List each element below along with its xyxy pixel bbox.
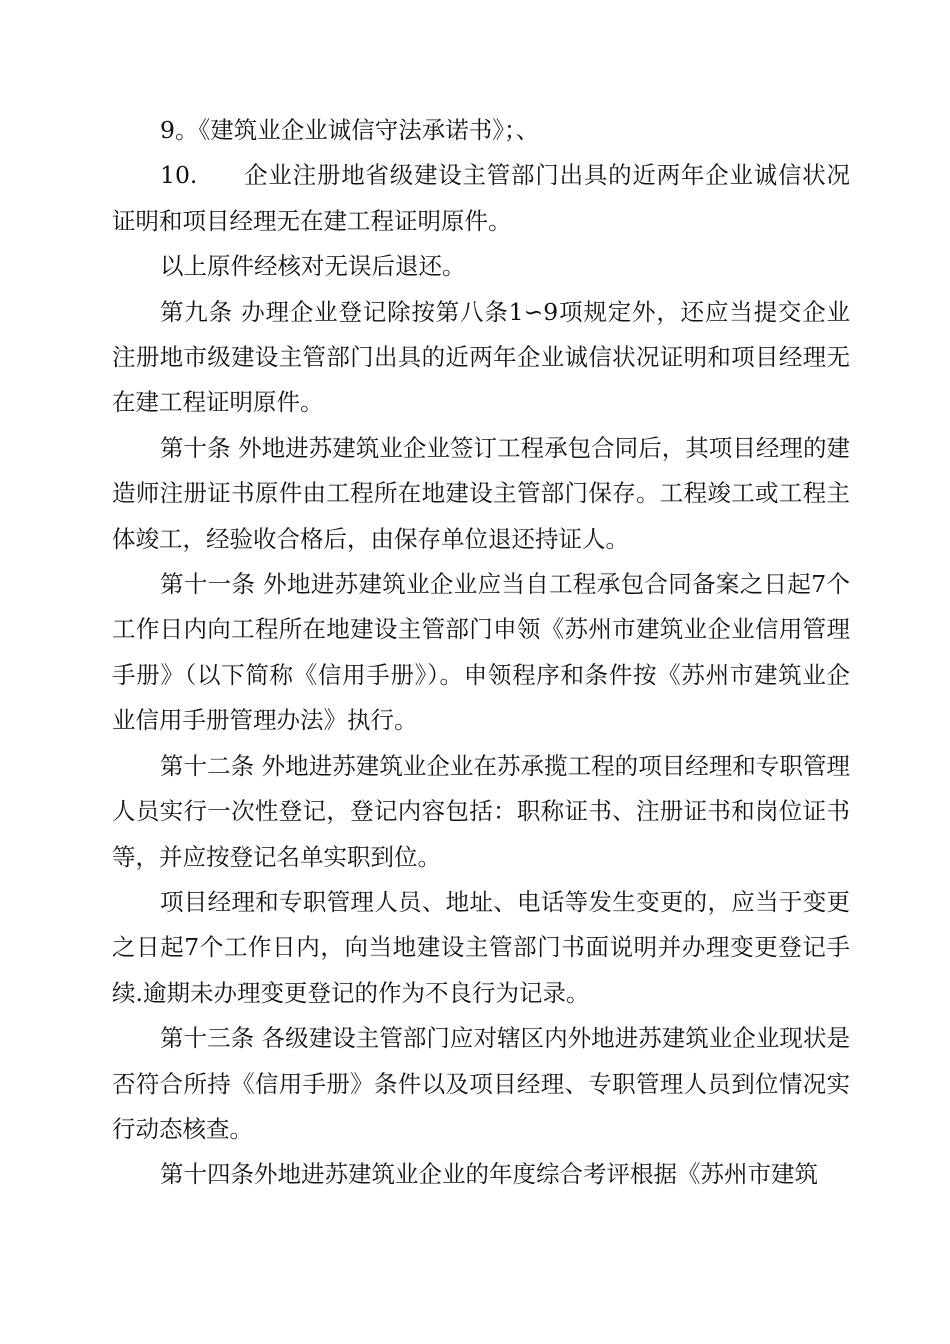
- document-body: [112, 108, 850, 1198]
- paragraph-item-10: [112, 153, 850, 244]
- paragraph-article-14: 第十四条外地进苏建筑业企业的年度综合考评根据《苏州市建筑: [160, 1160, 818, 1189]
- paragraph-article-13: 第十三条 各级建设主管部门应对辖区内外地进苏建筑业企业现状是否符合所持《信用手册》条件以及项目经理、专职管理人员到位情况实行动态核查。: [112, 1024, 850, 1143]
- item-10-text: 企业注册地省级建设主管部门出具的近两年企业诚信状况证明和项目经理无在建工程证明原件。: [112, 161, 850, 235]
- paragraph-article-12-changes: 项目经理和专职管理人员、地址、电话等发生变更的，应当于变更之日起7个工作日内，向当地建设主管部门书面说明并办理变更登记手续.逾期未办理变更登记的作为不良行为记录。: [112, 887, 850, 1007]
- paragraph-originals-returned: 以上原件经核对无误后退还。: [160, 252, 466, 281]
- paragraph-article-9: 第九条 办理企业登记除按第八条1∽9项规定外，还应当提交企业注册地市级建设主管部门出具的近两年企业诚信状况证明和项目经理无在建工程证明原件。: [112, 297, 850, 417]
- paragraph-item-9: 9。《建筑业企业诚信守法承诺书》；、: [160, 116, 540, 144]
- paragraph-article-11: 第十一条 外地进苏建筑业企业应当自工程承包合同备案之日起7个工作日内向工程所在地建设主管部门申领《苏州市建筑业企业信用管理手册》（以下简称《信用手册》）。申领程序和条件按《苏州市建筑业企业信用手册管理办法》执行。: [112, 570, 850, 735]
- paragraph-article-12: 第十二条 外地进苏建筑业企业在苏承揽工程的项目经理和专职管理人员实行一次性登记，登记内容包括：职称证书、注册证书和岗位证书等，并应按登记名单实职到位。: [112, 751, 850, 871]
- paragraph-article-10: 第十条 外地进苏建筑业企业签订工程承包合同后，其项目经理的建造师注册证书原件由工程所在地建设主管部门保存。工程竣工或工程主体竣工，经验收合格后，由保存单位退还持证人。: [112, 433, 850, 553]
- item-10-number: 10.: [160, 161, 198, 190]
